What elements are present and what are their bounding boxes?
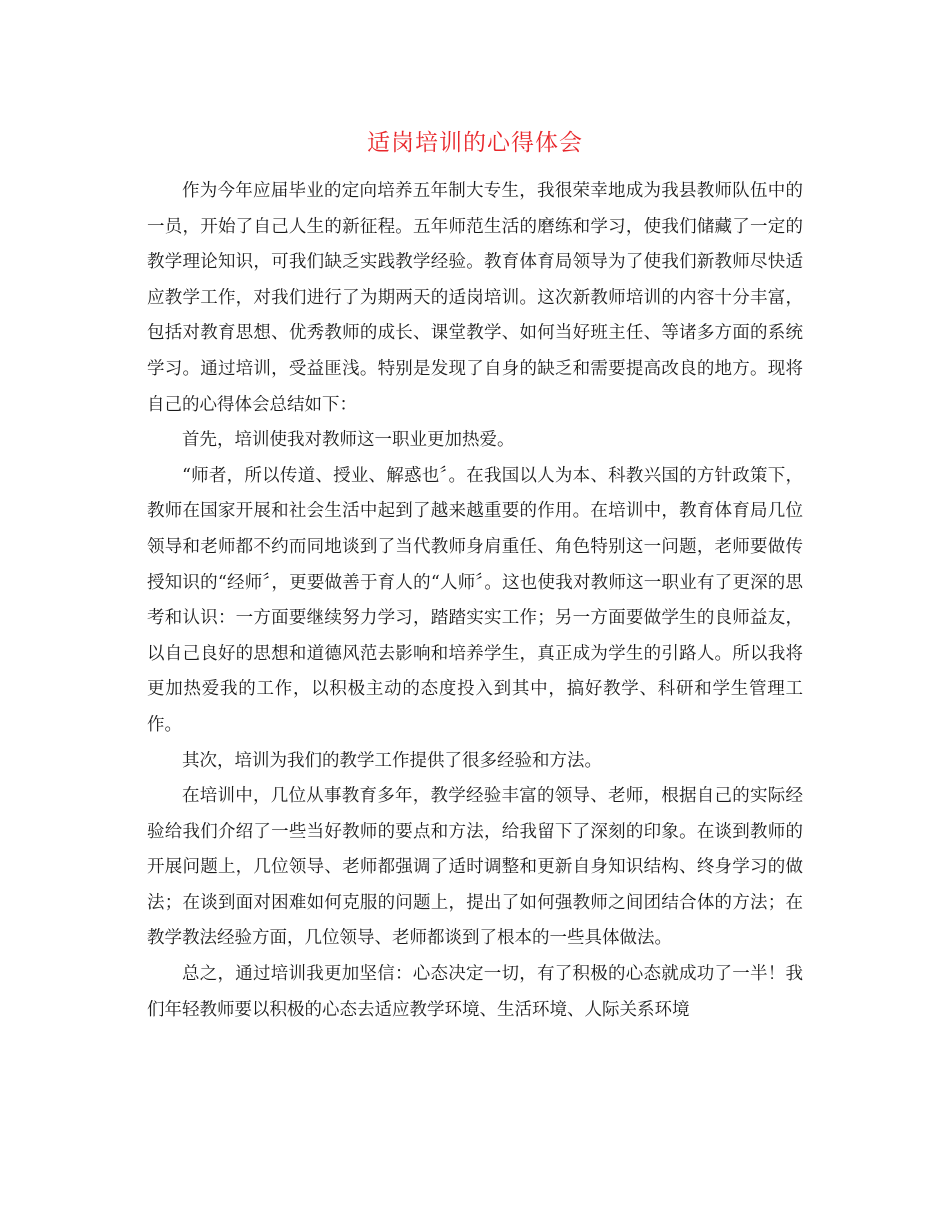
paragraph-heading-second: 其次，培训为我们的教学工作提供了很多经验和方法。 — [182, 750, 602, 771]
paragraph-conclusion: 总之，通过培训我更加坚信：心态决定一切，有了积极的心态就成功了一半！我们年轻教师要以积极的心态去适应教学环境、生活环境、人际关系环境 — [147, 964, 803, 1020]
paragraph-teacher-role: “师者，所以传道、授业、解惑也〞。在我国以人为本、科教兴国的方针政策下，教师在国家开展和社会生活中起到了越来越重要的作用。在培训中，教育体育局几位领导和老师都不约而同地谈到了当代教师身肩重任、角色特别这一问题，老师要做传授知识的“经师〞，更要做善于育人的“人师〞。这也使我对教师这一职业有了更深的思考和认识：一方面要继续努力学习，踏踏实实工作；另一方面要做学生的良师益友，以自己良好的思想和道德风范去影响和培养学生，真正成为学生的引路人。所以我将更加热爱我的工作，以积极主动的态度投入到其中，搞好教学、科研和学生管理工作。 — [147, 465, 803, 735]
paragraph-heading-first: 首先，培训使我对教师这一职业更加热爱。 — [182, 430, 515, 451]
document-title: 适岗培训的心得体会 — [367, 130, 583, 156]
document-body — [147, 174, 803, 1028]
paragraph-intro: 作为今年应届毕业的定向培养五年制大专生，我很荣幸地成为我县教师队伍中的一员，开始了自己人生的新征程。五年师范生活的磨练和学习，使我们储藏了一定的教学理论知识，可我们缺乏实践教学经验。教育体育局领导为了使我们新教师尽快适应教学工作，对我们进行了为期两天的适岗培训。这次新教师培训的内容十分丰富，包括对教育思想、优秀教师的成长、课堂教学、如何当好班主任、等诸多方面的系统学习。通过培训，受益匪浅。特别是发现了自身的缺乏和需要提高改良的地方。现将自己的心得体会总结如下： — [147, 181, 803, 415]
paragraph-experience: 在培训中，几位从事教育多年，教学经验丰富的领导、老师，根据自己的实际经验给我们介绍了一些当好教师的要点和方法，给我留下了深刻的印象。在谈到教师的开展问题上，几位领导、老师都强调了适时调整和更新自身知识结构、终身学习的做法；在谈到面对困难如何克服的问题上，提出了如何强教师之间团结合体的方法；在教学教法经验方面，几位领导、老师都谈到了根本的一些具体做法。 — [147, 786, 803, 949]
